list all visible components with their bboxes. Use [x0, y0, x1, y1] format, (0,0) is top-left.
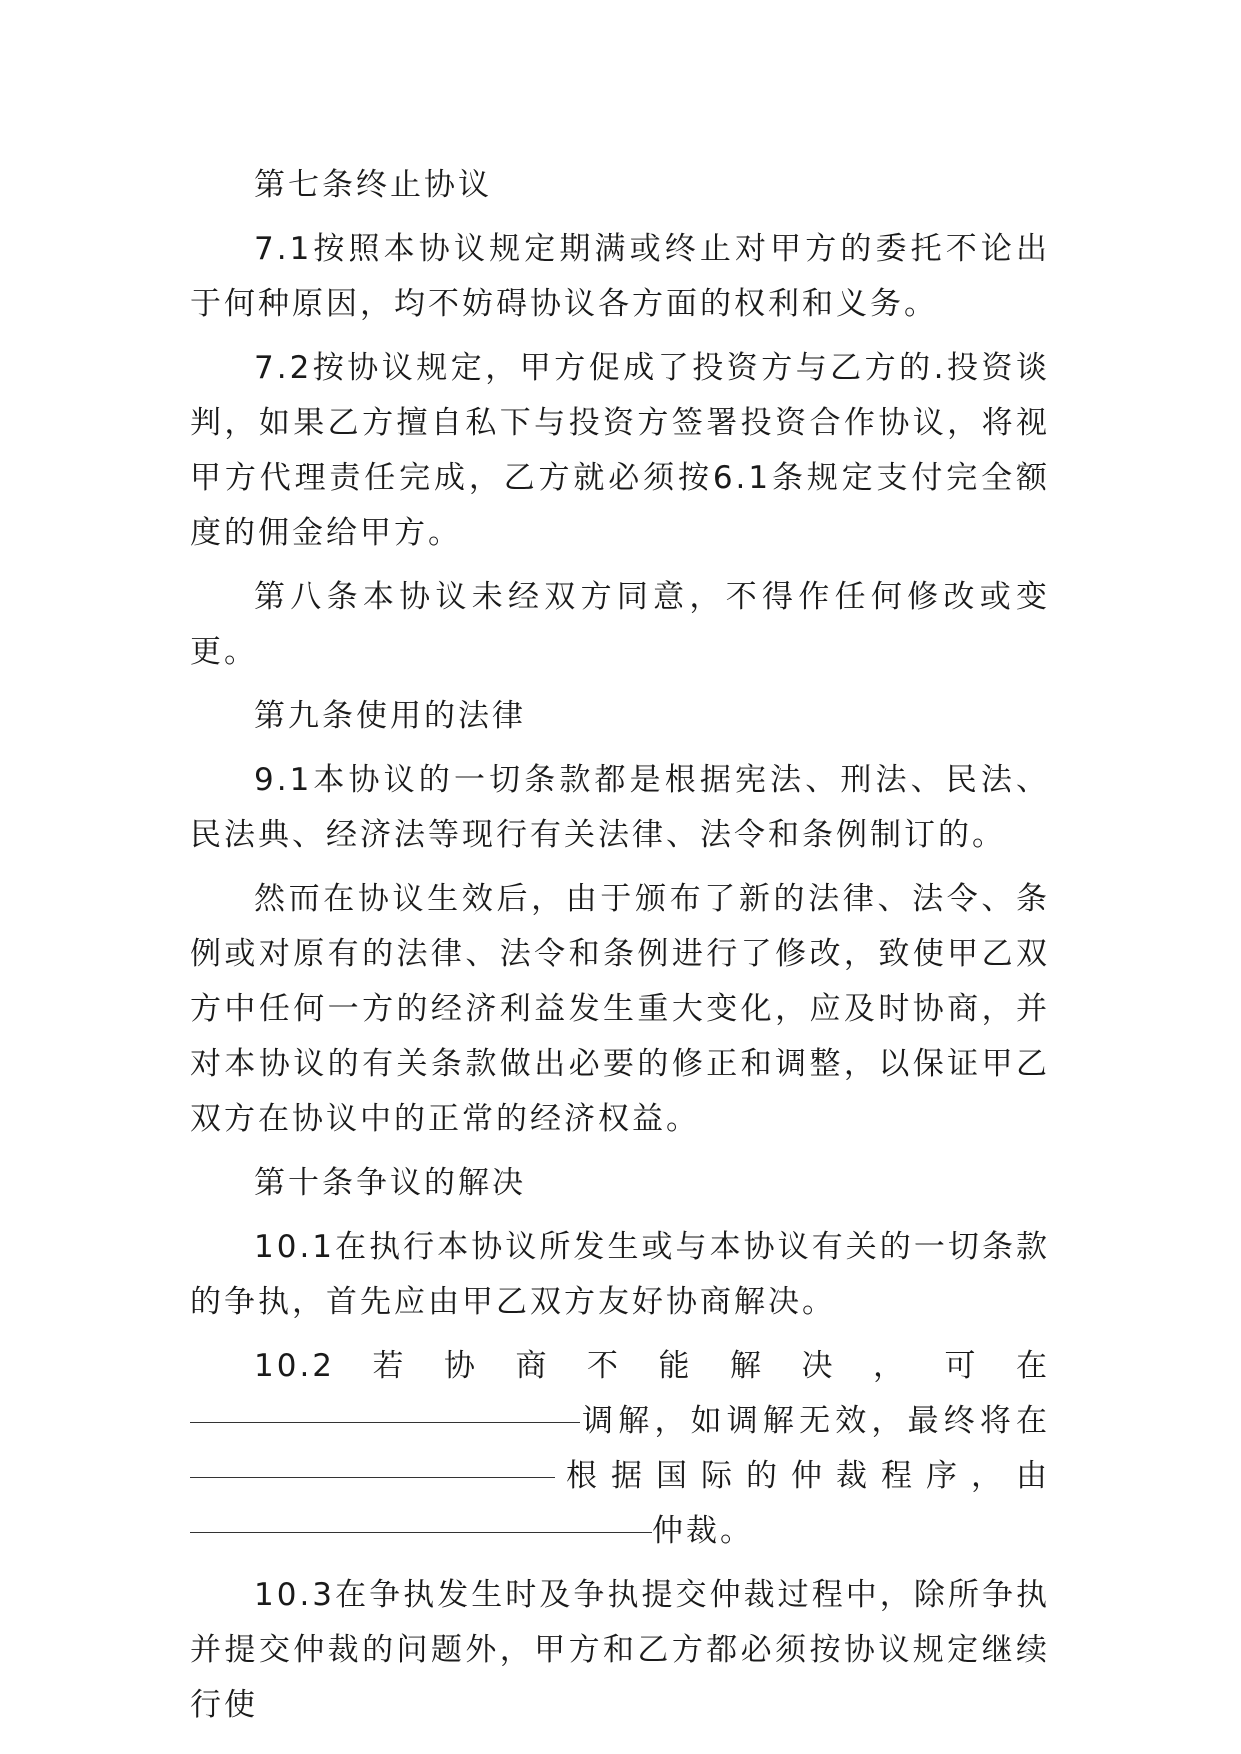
- clause-10-2-text-1: 10.2若协商不能解决，可在: [254, 1348, 1050, 1384]
- clause-10-2-text-3: 根据国际的仲裁程序，由: [555, 1458, 1050, 1494]
- article-9-heading: 第九条使用的法律: [254, 698, 526, 734]
- clause-10-3: 10.3在争执发生时及争执提交仲裁过程中，除所争执并提交仲裁的问题外，甲方和乙方都必须按协议规定继续行使: [190, 1577, 1050, 1723]
- clause-10-1: 10.1在执行本协议所发生或与本协议有关的一切条款的争执，首先应由甲乙双方友好协商解决。: [190, 1229, 1050, 1320]
- fill-blank-arbitration-place: [190, 1476, 555, 1478]
- fill-blank-mediation-place: [190, 1421, 580, 1423]
- document-body: [190, 158, 1050, 1742]
- clause-10-2-text-2: 调解，如调解无效，最终将在: [580, 1403, 1050, 1439]
- fill-blank-arbitrator: [190, 1531, 652, 1533]
- clause-9-1: 9.1本协议的一切条款都是根据宪法、刑法、民法、民法典、经济法等现行有关法律、法令和条例制订的。: [190, 762, 1050, 853]
- clause-10-2: [190, 1339, 1050, 1559]
- clause-10-2-text-4: 仲裁。: [652, 1513, 754, 1549]
- article-10-heading: 第十条争议的解决: [254, 1165, 526, 1201]
- article-8: 第八条本协议未经双方同意，不得作任何修改或变更。: [190, 579, 1050, 670]
- clause-9-2: 然而在协议生效后，由于颁布了新的法律、法令、条例或对原有的法律、法令和条例进行了修改，致使甲乙双方中任何一方的经济利益发生重大变化，应及时协商，并对本协议的有关条款做出必要的修正和调整，以保证甲乙双方在协议中的正常的经济权益。: [190, 881, 1050, 1137]
- article-7-heading: 第七条终止协议: [254, 167, 492, 203]
- clause-7-2: 7.2按协议规定，甲方促成了投资方与乙方的.投资谈判，如果乙方擅自私下与投资方签署投资合作协议，将视甲方代理责任完成，乙方就必须按6.1条规定支付完全额度的佣金给甲方。: [190, 350, 1050, 551]
- clause-7-1: 7.1按照本协议规定期满或终止对甲方的委托不论出于何种原因，均不妨碍协议各方面的权利和义务。: [190, 231, 1050, 322]
